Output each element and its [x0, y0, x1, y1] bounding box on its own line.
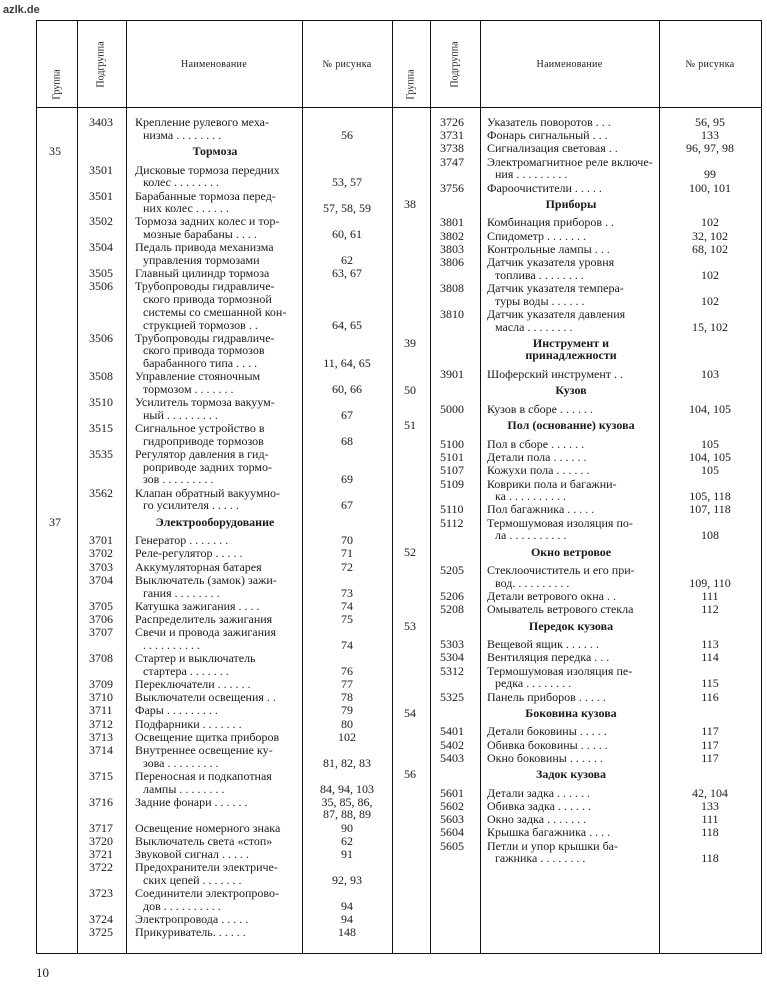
figure-number: 69 [341, 472, 353, 487]
col-divider [480, 21, 481, 953]
subgroup-code: 3756 [440, 180, 464, 195]
figure-number: 68 [341, 433, 353, 448]
header-divider [37, 107, 761, 108]
item-name-line: Переносная и подкапотная [135, 768, 272, 783]
subgroup-code: 5208 [440, 602, 464, 617]
subgroup-code: 5403 [440, 750, 464, 765]
subgroup-code: 3716 [89, 794, 113, 809]
group-number: 37 [49, 514, 61, 529]
subgroup-code: 5110 [440, 502, 464, 517]
figure-number: 67 [341, 498, 353, 513]
item-name-line: системы со смешанной кон- [143, 304, 287, 319]
item-name-line: зова . . . . . . . . . [143, 755, 219, 770]
item-name-line: Распределитель зажигания [135, 611, 273, 626]
col-divider [430, 21, 431, 953]
figure-number: 72 [341, 559, 353, 574]
item-name-line: Прикуриватель. . . . . . [135, 925, 246, 940]
figure-number: 107, 118 [689, 502, 731, 517]
item-name-line: Аккумуляторная батарея [135, 559, 262, 574]
subgroup-code: 3738 [440, 141, 464, 156]
subgroup-code: 3721 [89, 847, 113, 861]
figure-number: 92, 93 [332, 872, 362, 887]
item-name-line: Сигнализация световая . . [487, 141, 618, 156]
item-name-line: Задние фонари . . . . . . [135, 794, 248, 809]
subgroup-code: 5205 [440, 563, 464, 578]
subgroup-code: 3502 [89, 214, 113, 229]
figure-number: 60, 66 [332, 382, 362, 396]
item-name-line: Электромагнитное реле включе- [487, 154, 653, 169]
item-name-line: ка . . . . . . . . . . [495, 489, 566, 504]
subgroup-code: 3702 [89, 546, 113, 561]
item-name-line: топлива . . . . . . . . [495, 267, 584, 282]
subgroup-code: 3731 [440, 128, 464, 143]
item-name-line: Соединители электропрово- [135, 886, 279, 901]
figure-number: 105 [701, 463, 719, 478]
section-title: Тормоза [192, 143, 238, 158]
item-name-line: Усилитель тормоза вакуум- [135, 395, 275, 410]
figure-number: 112 [701, 602, 719, 617]
figure-number: 84, 94, 103 [320, 781, 374, 796]
figure-number: 117 [701, 724, 719, 739]
subgroup-code: 3810 [440, 306, 464, 321]
item-name-line: Выключатель (замок) зажи- [135, 572, 277, 587]
figure-number: 102 [701, 293, 719, 308]
header-figure-left: № рисунка [322, 58, 372, 70]
subgroup-code: 5312 [440, 663, 464, 678]
figure-number: 118 [701, 851, 719, 866]
subgroup-code: 3504 [89, 240, 113, 255]
item-name-line: Клапан обратный вакуумно- [135, 485, 280, 500]
item-name-line: Обивка боковины . . . . . [487, 737, 608, 752]
figure-number: 76 [341, 663, 353, 678]
item-name-line: Обивка задка . . . . . . [487, 798, 591, 813]
section-title: Задок кузова [536, 767, 606, 781]
section-title: Окно ветровое [530, 544, 612, 559]
item-name-line: Детали боковины . . . . . [487, 724, 607, 739]
figure-number: 100, 101 [689, 180, 731, 195]
item-name-line: Освещение щитка приборов [135, 729, 280, 744]
figure-number: 15, 102 [692, 319, 728, 334]
figure-number: 111 [701, 589, 719, 604]
item-name-line: Фонарь сигнальный . . . [487, 128, 608, 143]
item-name-line: Коврики пола и багажни- [487, 476, 617, 491]
item-name-line: Окно задка . . . . . . . [487, 812, 587, 827]
item-name-line: тормозом . . . . . . . [143, 382, 234, 396]
figure-number: 57, 58, 59 [323, 201, 371, 216]
item-name-line: Внутреннее освещение ку- [135, 742, 273, 757]
subgroup-code: 3803 [440, 241, 464, 256]
subgroup-code: 3703 [89, 559, 113, 574]
item-name-line: Освещение номерного знака [135, 820, 281, 835]
figure-number: 94 [341, 912, 353, 926]
item-name-line: Фароочистители . . . . . [487, 180, 602, 195]
figure-number: 42, 104 [692, 785, 728, 800]
header-name-right: Наименование [536, 58, 603, 70]
item-name-line: Педаль привода механизма [135, 240, 274, 255]
col-divider [77, 21, 78, 953]
item-name-line: Термошумовая изоляция пе- [487, 663, 633, 678]
item-name-line: Детали пола . . . . . . [487, 450, 587, 465]
subgroup-code: 3706 [89, 611, 113, 626]
section-title: Инструмент и [532, 335, 610, 350]
section-title: Приборы [545, 196, 597, 211]
subgroup-code: 3501 [89, 162, 113, 177]
item-name-line: Пол багажника . . . . . [487, 502, 595, 517]
subgroup-code: 5401 [440, 724, 464, 739]
section-title: Передок кузова [528, 618, 614, 633]
subgroup-code: 5109 [440, 476, 464, 491]
subgroup-code: 3403 [89, 115, 113, 129]
item-name-line: Комбинация приборов . . [487, 215, 615, 230]
item-name-line: Генератор . . . . . . . [135, 533, 229, 548]
figure-number: 78 [341, 690, 353, 705]
col-divider [392, 21, 393, 953]
item-name-line: низма . . . . . . . . [143, 127, 222, 142]
col-divider [126, 21, 127, 953]
item-name-line: Подфарники . . . . . . . [135, 716, 242, 731]
subgroup-code: 3505 [89, 266, 113, 281]
figure-number: 74 [341, 637, 353, 652]
subgroup-code: 3510 [89, 395, 113, 410]
figure-number: 108 [701, 528, 719, 543]
figure-number: 105 [701, 436, 719, 451]
item-name-line: Выключатели освещения . . [135, 690, 276, 705]
section-title: Кузов [555, 383, 587, 398]
item-name-line: Фары . . . . . . . . . [135, 703, 218, 718]
figure-number: 80 [341, 716, 353, 731]
subgroup-code: 5325 [440, 689, 464, 704]
figure-number: 35, 85, 86, [321, 794, 373, 809]
item-name-line: Кожухи пола . . . . . . [487, 463, 590, 478]
section-title: Электрооборудование [155, 514, 275, 529]
item-name-line: Трубопроводы гидравличе- [135, 330, 275, 345]
group-number: 35 [49, 143, 61, 158]
header-figure-right: № рисунка [685, 58, 735, 70]
subgroup-code: 5100 [440, 436, 464, 451]
subgroup-code: 3508 [89, 369, 113, 384]
header-subgroup-left: Подгруппа [95, 41, 107, 88]
item-name-line: Омыватель ветрового стекла [487, 602, 634, 617]
item-name-line: ских цепей . . . . . . . [143, 872, 242, 887]
figure-number: 105, 118 [689, 489, 731, 504]
item-name-line: ла . . . . . . . . . . [495, 528, 567, 543]
item-name-line: Окно боковины . . . . . . [487, 750, 603, 765]
subgroup-code: 3801 [440, 215, 464, 230]
figure-number: 11, 64, 65 [323, 356, 371, 371]
subgroup-code: 3725 [89, 925, 113, 940]
item-name-line: масла . . . . . . . . [495, 319, 573, 334]
figure-number: 94 [341, 898, 353, 913]
item-name-line: Вентиляция передка . . . [487, 650, 610, 665]
subgroup-code: 3722 [89, 860, 113, 875]
item-name-line: Указатель поворотов . . . [487, 115, 611, 129]
subgroup-code: 5602 [440, 798, 464, 813]
figure-number: 133 [701, 128, 719, 143]
item-name-line: Звуковой сигнал . . . . . [135, 847, 250, 861]
figure-number: 115 [701, 676, 719, 691]
figure-number: 70 [341, 533, 353, 548]
subgroup-code: 3747 [440, 154, 464, 169]
figure-number: 63, 67 [332, 266, 362, 281]
figure-number: 111 [701, 812, 719, 827]
index-table [36, 20, 762, 954]
item-name-line: Выключатель света «стоп» [135, 833, 273, 848]
subgroup-code: 3806 [440, 255, 464, 269]
subgroup-code: 3720 [89, 833, 113, 848]
item-name-line: Трубопроводы гидравличе- [135, 279, 275, 294]
figure-number: 60, 61 [332, 227, 362, 242]
item-name-line: . . . . . . . . . . [143, 637, 200, 652]
figure-number: 64, 65 [332, 317, 362, 332]
item-name-line: вод. . . . . . . . . . [495, 575, 570, 590]
figure-number: 53, 57 [332, 175, 362, 190]
page-number: 10 [36, 965, 49, 980]
group-number: 38 [404, 196, 416, 211]
figure-number: 104, 105 [689, 450, 731, 465]
group-number: 54 [404, 705, 416, 720]
item-name-line: Реле-регулятор . . . . . [135, 546, 243, 561]
subgroup-code: 5303 [440, 637, 464, 652]
item-name-line: Переключатели . . . . . . [135, 676, 251, 691]
header-group-left: Группа [51, 69, 63, 100]
item-name-line: го усилителя . . . . . [143, 498, 239, 513]
item-name-line: Управление стояночным [135, 369, 261, 384]
subgroup-code: 3707 [89, 625, 113, 640]
item-name-line: колес . . . . . . . . [143, 175, 220, 190]
item-name-line: Контрольные лампы . . . [487, 241, 610, 256]
subgroup-code: 3808 [440, 280, 464, 295]
item-name-line: Электропровода . . . . . [135, 912, 249, 926]
subgroup-code: 5603 [440, 812, 464, 827]
item-name-line: Вещевой ящик . . . . . . [487, 637, 599, 652]
header-name-left: Наименование [181, 58, 247, 70]
figure-number: 99 [704, 167, 716, 182]
section-title: Пол (основание) кузова [507, 418, 635, 433]
item-name-line: ный . . . . . . . . . [143, 407, 218, 422]
item-name-line: Кузов в сборе . . . . . . [487, 402, 594, 416]
item-name-line: Свечи и провода зажигания [135, 625, 276, 640]
subgroup-code: 3724 [89, 912, 113, 926]
item-name-line: Спидометр . . . . . . . [487, 228, 587, 243]
item-name-line: Барабанные тормоза перед- [135, 188, 276, 203]
subgroup-code: 3726 [440, 115, 464, 129]
item-name-line: Стартер и выключатель [135, 651, 256, 665]
figure-number: 116 [701, 689, 719, 704]
subgroup-code: 5112 [440, 515, 464, 530]
subgroup-code: 3715 [89, 768, 113, 783]
subgroup-code: 3710 [89, 690, 113, 705]
item-name-line: Детали ветрового окна . . [487, 589, 616, 604]
item-name-line: гания . . . . . . . . [143, 585, 220, 600]
group-number: 39 [404, 335, 416, 350]
figure-number: 118 [701, 825, 719, 840]
figure-number: 133 [701, 798, 719, 813]
item-name-line: лампы . . . . . . . . [143, 781, 225, 796]
subgroup-code: 3709 [89, 676, 113, 691]
header-subgroup-right: Подгруппа [449, 41, 461, 88]
item-name-line: роприводе задних тормо- [143, 459, 273, 474]
item-name-line: зов . . . . . . . . . [143, 472, 214, 487]
subgroup-code: 3712 [89, 716, 113, 731]
subgroup-code: 3713 [89, 729, 113, 744]
subgroup-code: 5601 [440, 785, 464, 800]
figure-number: 75 [341, 611, 353, 626]
item-name-line: Детали задка . . . . . . [487, 785, 591, 800]
group-number: 50 [404, 383, 416, 398]
figure-number: 90 [341, 820, 353, 835]
subgroup-code: 3711 [89, 703, 113, 718]
section-title: принадлежности [525, 348, 617, 363]
subgroup-code: 3717 [89, 820, 113, 835]
item-name-line: туры воды . . . . . . [495, 293, 585, 308]
group-number: 51 [404, 418, 416, 433]
figure-number: 91 [341, 847, 353, 861]
figure-number: 68, 102 [692, 241, 728, 256]
item-name-line: ского привода тормозов [143, 343, 265, 358]
subgroup-code: 5000 [440, 402, 464, 416]
subgroup-code: 3506 [89, 330, 113, 345]
item-name-line: ния . . . . . . . . . [495, 167, 568, 182]
subgroup-code: 3723 [89, 886, 113, 901]
figure-number: 117 [701, 737, 719, 752]
group-number: 52 [404, 544, 416, 559]
subgroup-code: 3535 [89, 447, 113, 461]
subgroup-code: 3708 [89, 651, 113, 665]
figure-number: 103 [701, 367, 719, 382]
item-name-line: Петли и упор крышки ба- [487, 838, 619, 853]
subgroup-code: 3901 [440, 367, 464, 382]
item-name-line: Дисковые тормоза передних [135, 162, 280, 177]
figure-number: 73 [341, 585, 353, 600]
figure-number: 96, 97, 98 [686, 141, 734, 156]
figure-number: 56 [341, 127, 353, 142]
item-name-line: Регулятор давления в гид- [135, 447, 269, 461]
item-name-line: редка . . . . . . . . [495, 676, 572, 691]
figure-number: 74 [341, 598, 353, 613]
item-name-line: струкцией тормозов . . [143, 317, 258, 332]
figure-number: 148 [338, 925, 356, 940]
item-name-line: гажника . . . . . . . . [495, 851, 586, 866]
item-name-line: Главный цилиндр тормоза [135, 266, 270, 281]
subgroup-code: 5206 [440, 589, 464, 604]
figure-number: 102 [701, 215, 719, 230]
group-number: 56 [404, 767, 416, 781]
figure-number: 81, 82, 83 [323, 755, 371, 770]
subgroup-code: 5605 [440, 838, 464, 853]
subgroup-code: 5101 [440, 450, 464, 465]
item-name-line: Датчик указателя уровня [487, 255, 615, 269]
watermark: azlk.de [3, 4, 40, 16]
figure-number: 87, 88, 89 [323, 807, 371, 822]
figure-number: 109, 110 [689, 575, 731, 590]
figure-number: 67 [341, 407, 353, 422]
figure-number: 114 [701, 650, 719, 665]
subgroup-code: 3515 [89, 421, 113, 436]
subgroup-code: 3506 [89, 279, 113, 294]
item-name-line: барабанного типа . . . . [143, 356, 258, 371]
figure-number: 113 [701, 637, 719, 652]
item-name-line: мозные барабаны . . . . [143, 227, 257, 242]
item-name-line: Предохранители электриче- [135, 860, 278, 875]
figure-number: 102 [701, 267, 719, 282]
section-title: Боковина кузова [525, 705, 617, 720]
subgroup-code: 3705 [89, 598, 113, 613]
item-name-line: Датчик указателя давления [487, 306, 626, 321]
subgroup-code: 5304 [440, 650, 464, 665]
item-name-line: Стеклоочиститель и его при- [487, 563, 635, 578]
subgroup-code: 3501 [89, 188, 113, 203]
header-group-right: Группа [405, 69, 417, 100]
item-name-line: управления тормозами [143, 253, 260, 267]
subgroup-code: 5402 [440, 737, 464, 752]
subgroup-code: 3562 [89, 485, 113, 500]
item-name-line: дов . . . . . . . . . . [143, 898, 221, 913]
item-name-line: Крепление рулевого меха- [135, 115, 269, 129]
figure-number: 102 [338, 729, 356, 744]
subgroup-code: 3701 [89, 533, 113, 548]
subgroup-code: 5107 [440, 463, 464, 478]
item-name-line: Тормоза задних колес и тор- [135, 214, 280, 229]
group-number: 53 [404, 618, 416, 633]
item-name-line: Датчик указателя темпера- [487, 280, 624, 295]
item-name-line: Шоферский инструмент . . [487, 367, 624, 382]
subgroup-code: 5604 [440, 825, 464, 840]
item-name-line: Панель приборов . . . . . [487, 689, 606, 704]
figure-number: 71 [341, 546, 353, 561]
subgroup-code: 3802 [440, 228, 464, 243]
item-name-line: Термошумовая изоляция по- [487, 515, 633, 530]
item-name-line: Крышка багажника . . . . [487, 825, 611, 840]
figure-number: 62 [341, 253, 353, 267]
figure-number: 56, 95 [695, 115, 725, 129]
subgroup-code: 3714 [89, 742, 113, 757]
item-name-line: Катушка зажигания . . . . [135, 598, 260, 613]
figure-number: 77 [341, 676, 353, 691]
figure-number: 62 [341, 833, 353, 848]
item-name-line: гидроприводе тормозов [143, 433, 264, 448]
figure-number: 32, 102 [692, 228, 728, 243]
figure-number: 104, 105 [689, 402, 731, 416]
figure-number: 79 [341, 703, 353, 718]
item-name-line: Пол в сборе . . . . . . [487, 436, 585, 451]
item-name-line: ского привода тормозной [143, 292, 272, 307]
item-name-line: Сигнальное устройство в [135, 421, 265, 436]
subgroup-code: 3704 [89, 572, 113, 587]
item-name-line: них колес . . . . . . [143, 201, 229, 216]
figure-number: 117 [701, 750, 719, 765]
item-name-line: стартера . . . . . . . [143, 663, 229, 678]
